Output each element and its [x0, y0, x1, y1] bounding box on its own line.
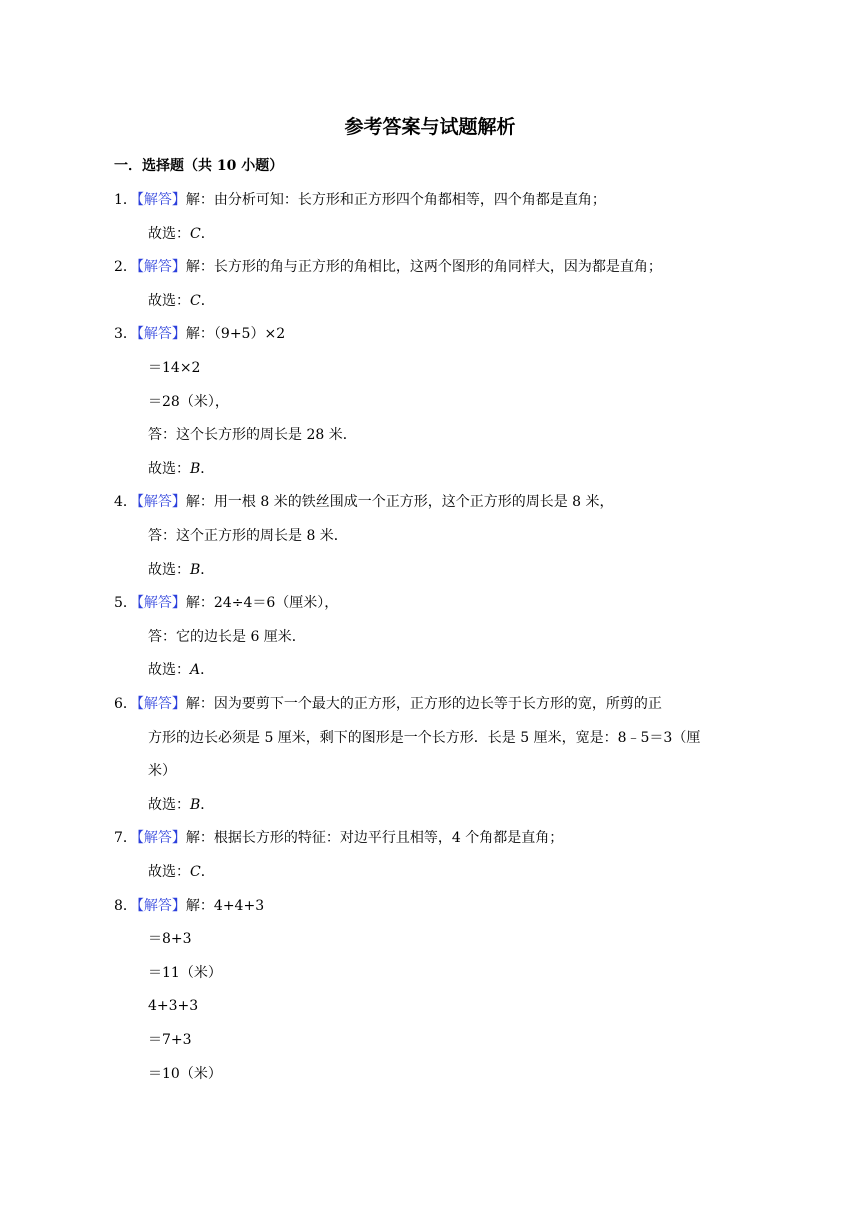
question-answer-line	[114, 690, 662, 718]
answer-text: ＝8+3	[148, 931, 192, 948]
answer-text: ＝28（米），	[148, 393, 229, 410]
answer-text: ＝7+3	[148, 1032, 192, 1048]
question-number: 6．	[114, 696, 137, 712]
answer-continuation-line	[148, 1060, 222, 1088]
question-number: 3．	[114, 326, 137, 343]
question-answer-line	[114, 892, 264, 920]
answer-text: 答：这个正方形的周长是 8 米．	[148, 528, 348, 544]
answer-tag: 【解答】	[136, 259, 186, 276]
answer-text: 解：4+4+3	[185, 897, 265, 914]
choice-suffix: ．	[200, 561, 215, 578]
answer-text: 解：由分析可知：长方形和正方形四个角都相等，四个角都是直角；	[185, 192, 606, 208]
choice-prefix: 故选：	[148, 225, 190, 242]
answer-tag: 【解答】	[136, 326, 186, 343]
answer-text: 4+3+3	[148, 998, 199, 1015]
answer-tag: 【解答】	[136, 696, 186, 712]
answer-continuation-line	[148, 220, 215, 248]
choice-prefix: 故选：	[148, 561, 190, 578]
answer-text: ＝10（米）	[148, 1065, 222, 1082]
answer-text: 解：（9+5）×2	[185, 326, 286, 343]
answer-text: 米）	[148, 763, 176, 780]
answer-text: 解：长方形的角与正方形的角相比，这两个图形的角同样大，因为都是直角；	[185, 259, 662, 276]
answer-continuation-line	[148, 522, 348, 550]
question-number: 5．	[114, 595, 137, 612]
choice-suffix: ．	[200, 460, 215, 477]
choice-prefix: 故选：	[148, 796, 190, 813]
answer-text: 解：24÷4＝6（厘米），	[185, 595, 339, 612]
choice-prefix: 故选：	[148, 460, 190, 477]
answer-continuation-line	[148, 354, 200, 382]
answer-text: 答：它的边长是 6 厘米．	[148, 628, 306, 645]
answer-continuation-line	[148, 656, 214, 684]
question-answer-line	[114, 488, 614, 516]
answer-continuation-line	[148, 287, 215, 315]
answer-continuation-line	[148, 959, 222, 987]
answer-continuation-line	[148, 388, 229, 416]
selected-choice: A	[190, 662, 201, 679]
question-number: 7．	[114, 830, 137, 847]
question-number: 4．	[114, 494, 137, 511]
choice-suffix: ．	[200, 662, 215, 679]
answer-tag: 【解答】	[136, 192, 186, 208]
answer-continuation-line	[148, 1026, 192, 1054]
selected-choice: C	[190, 225, 201, 242]
answer-continuation-line	[148, 623, 306, 651]
selected-choice: B	[190, 561, 201, 578]
answer-continuation-line	[148, 757, 176, 785]
question-number: 8．	[114, 897, 137, 914]
answer-text: 方形的边长必须是 5 厘米，剩下的图形是一个长方形．长是 5 厘米，宽是：8﹣5＝3（厘	[148, 729, 701, 746]
answer-text: 解：用一根 8 米的铁丝围成一个正方形，这个正方形的周长是 8 米，	[185, 494, 614, 511]
question-answer-line	[114, 320, 285, 348]
answer-continuation-line	[148, 455, 214, 483]
question-answer-line	[114, 589, 338, 617]
selected-choice: C	[190, 864, 201, 880]
choice-suffix: ．	[200, 864, 215, 880]
answer-continuation-line	[148, 421, 357, 449]
question-number: 1．	[114, 192, 137, 208]
question-answer-line	[114, 824, 563, 852]
selected-choice: B	[190, 460, 201, 477]
answer-continuation-line	[148, 858, 215, 886]
answer-continuation-line	[148, 791, 214, 819]
answer-text: ＝14×2	[148, 360, 201, 376]
answer-continuation-line	[148, 556, 214, 584]
section-heading: 一．选择题（共 10 小题）	[114, 158, 284, 174]
answer-continuation-line	[148, 992, 198, 1020]
choice-suffix: ．	[200, 796, 215, 813]
choice-suffix: ．	[200, 225, 215, 242]
answer-continuation-line	[148, 925, 192, 953]
answer-tag: 【解答】	[136, 897, 186, 914]
question-answer-line	[114, 253, 662, 281]
answer-text: 解：根据长方形的特征：对边平行且相等，4 个角都是直角；	[185, 830, 564, 847]
answer-text: 答：这个长方形的周长是 28 米．	[148, 427, 357, 444]
choice-prefix: 故选：	[148, 292, 190, 309]
answer-text: 解：因为要剪下一个最大的正方形，正方形的边长等于长方形的宽，所剪的正	[185, 696, 662, 712]
choice-prefix: 故选：	[148, 662, 190, 679]
answer-text: ＝11（米）	[148, 964, 222, 981]
selected-choice: B	[190, 796, 201, 813]
page-title: 参考答案与试题解析	[344, 116, 516, 138]
choice-prefix: 故选：	[148, 864, 190, 880]
answer-tag: 【解答】	[136, 494, 186, 511]
answer-tag: 【解答】	[136, 595, 186, 612]
choice-suffix: ．	[200, 292, 215, 309]
answer-tag: 【解答】	[136, 830, 186, 847]
question-number: 2．	[114, 259, 137, 276]
selected-choice: C	[190, 292, 201, 309]
question-answer-line	[114, 186, 606, 214]
answer-continuation-line	[148, 724, 700, 752]
